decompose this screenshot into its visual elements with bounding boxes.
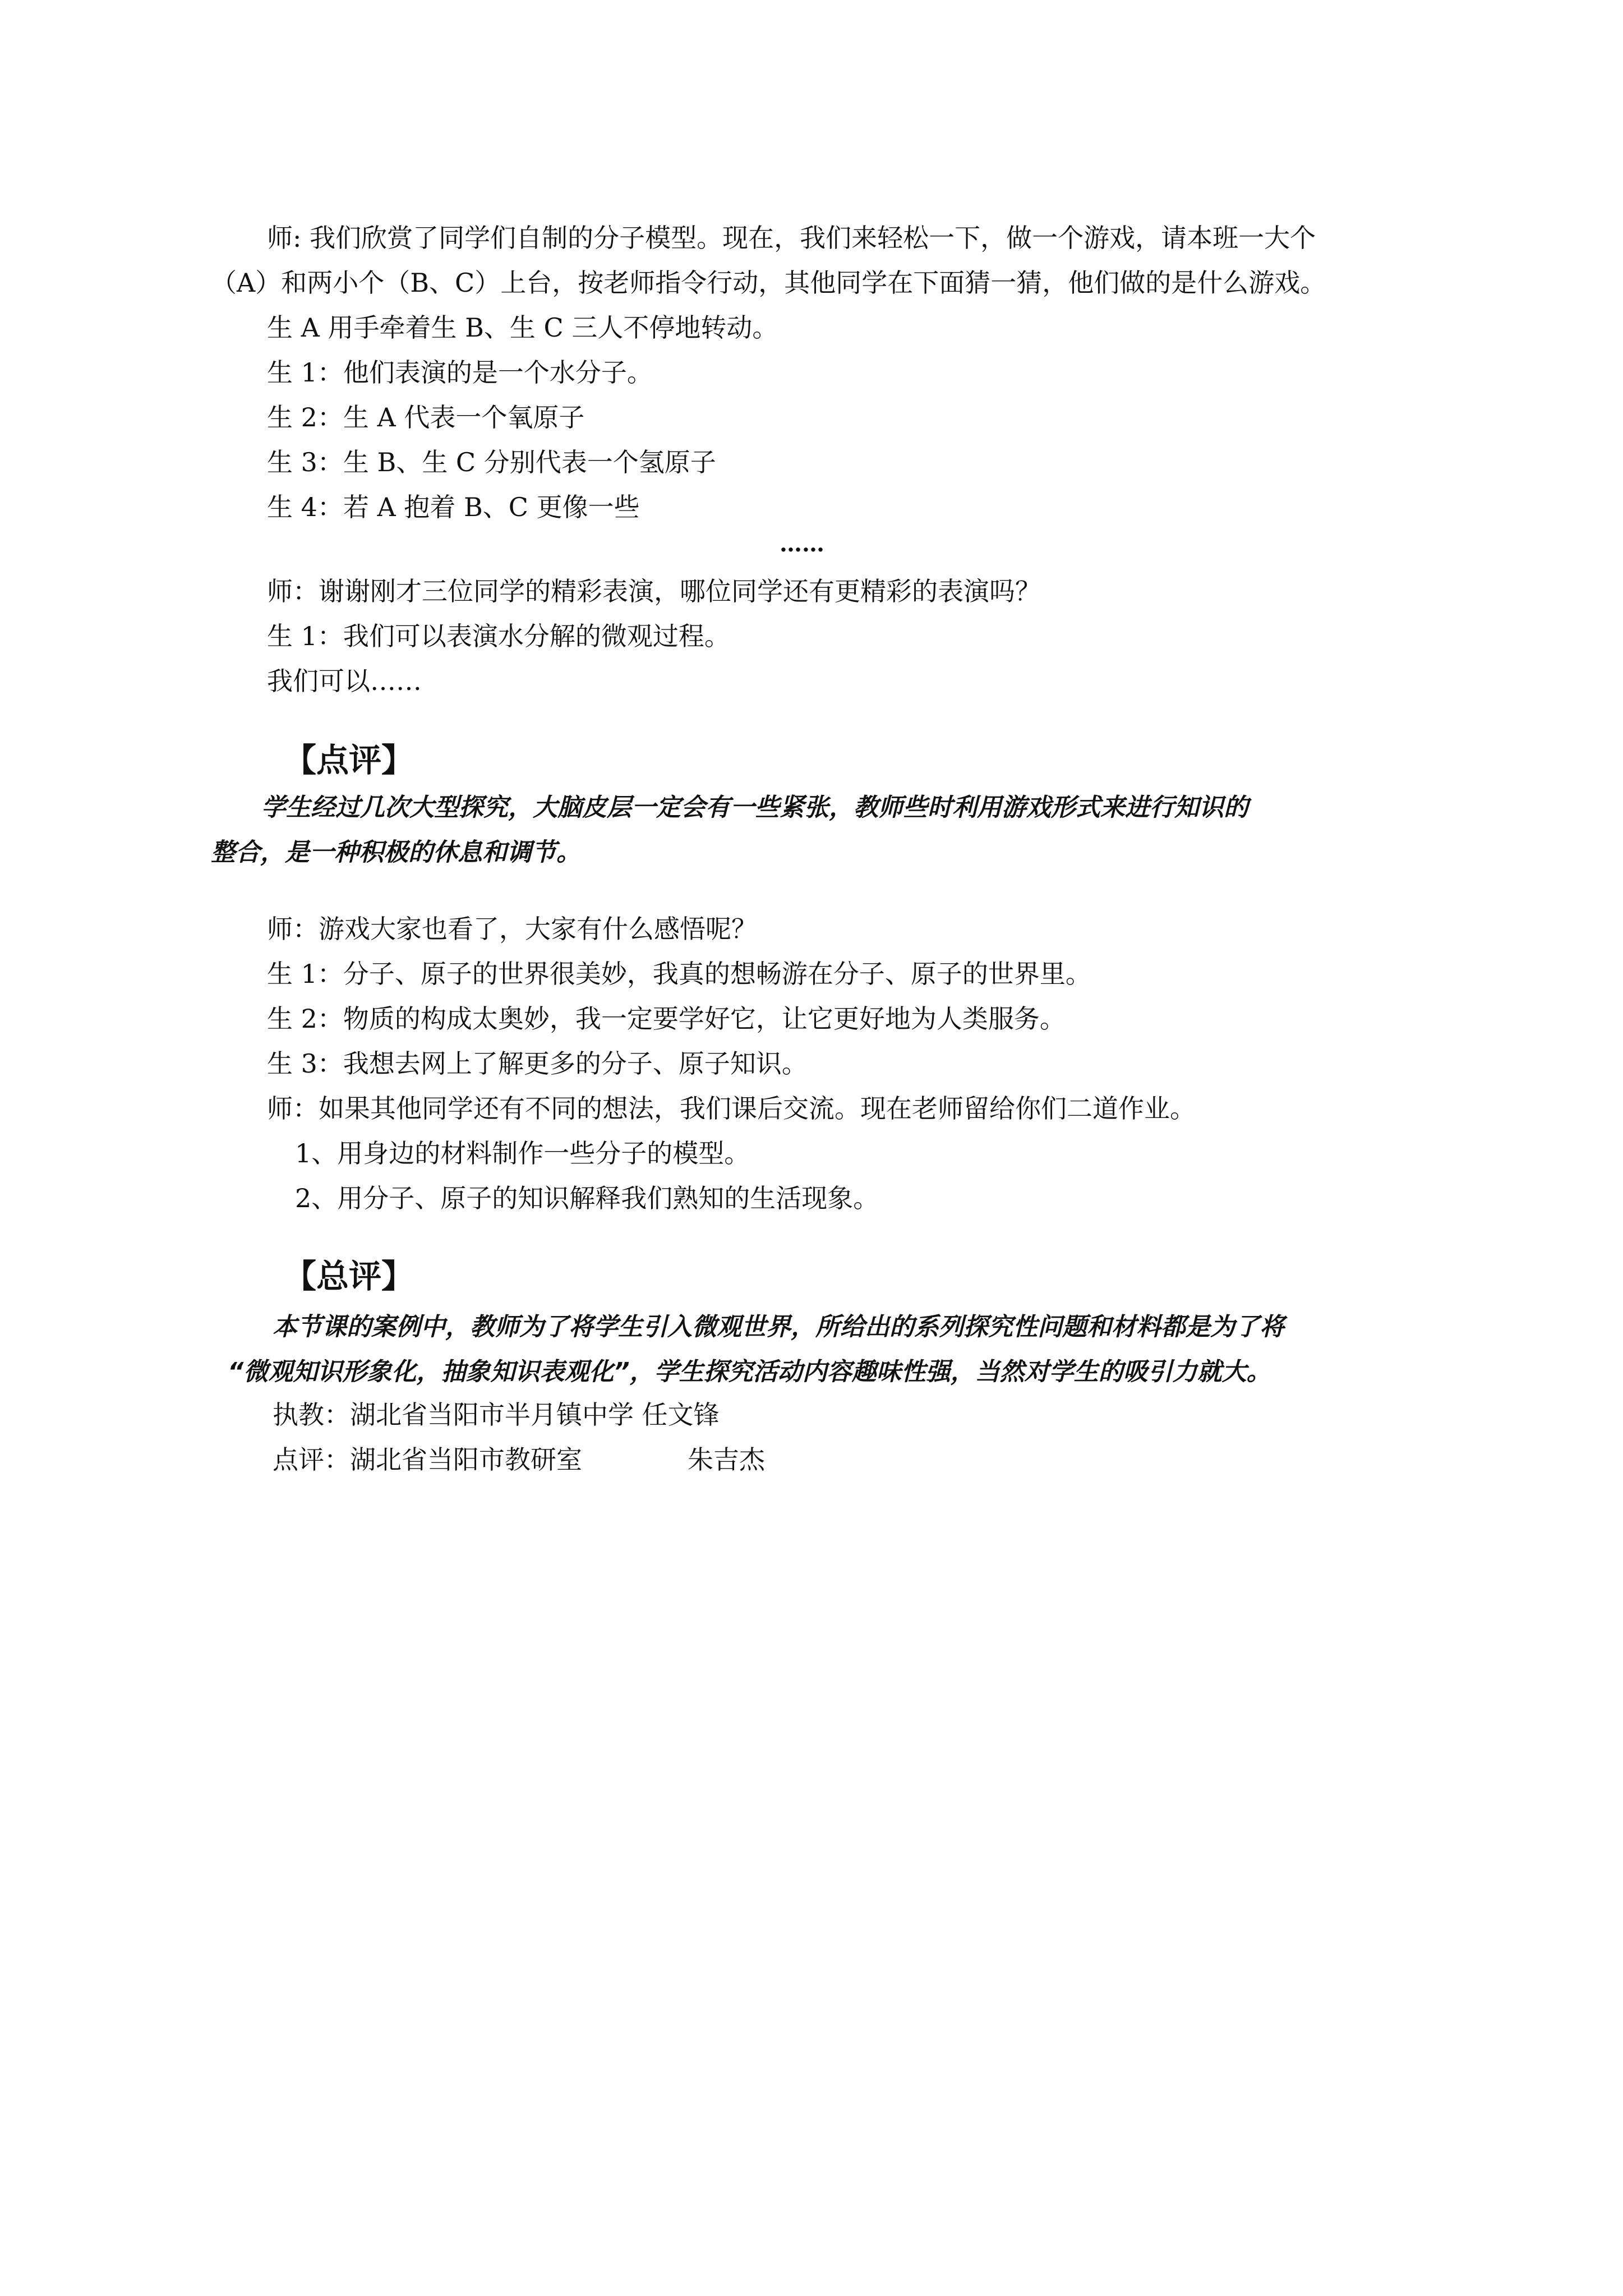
- dialogue-line-5: 生 2：生 A 代表一个氧原子: [267, 402, 585, 432]
- homework-item-1: 1、用身边的材料制作一些分子的模型。: [295, 1138, 750, 1168]
- dialogue-line-12: 生 1：分子、原子的世界很美妙，我真的想畅游在分子、原子的世界里。: [267, 959, 1091, 989]
- credit-reviewer: [273, 1443, 582, 1476]
- dialogue-line-8: 师：谢谢刚才三位同学的精彩表演，哪位同学还有更精彩的表演吗？: [267, 576, 1041, 606]
- credit-teacher-label: 执教：: [273, 1400, 350, 1430]
- homework-item-2: 2、用分子、原子的知识解释我们熟知的生活现象。: [295, 1183, 879, 1213]
- credit-reviewer-org: 湖北省当阳市教研室: [350, 1444, 582, 1475]
- credit-teacher: [273, 1398, 720, 1432]
- review-line-1: 学生经过几次大型探究，大脑皮层一定会有一些紧张，教师些时利用游戏形式来进行知识的: [261, 793, 1248, 822]
- dialogue-text: 师: 我们欣赏了同学们自制的分子模型。现在，我们来轻松一下，做一个游戏，请本班一大个: [267, 223, 1316, 253]
- summary-heading: 【总评】: [284, 1257, 414, 1295]
- dialogue-line-11: 师：游戏大家也看了，大家有什么感悟呢？: [267, 914, 757, 944]
- summary-line-2: “微观知识形象化，抽象知识表观化”，学生探究活动内容趣味性强，当然对学生的吸引力就大。: [228, 1358, 1271, 1386]
- credit-reviewer-name: 朱吉杰: [688, 1444, 765, 1475]
- dialogue-line-7: 生 4：若 A 抱着 B、C 更像一些: [267, 492, 640, 522]
- review-line-2: 整合，是一种积极的休息和调节。: [211, 838, 581, 867]
- dialogue-line-6: 生 3：生 B、生 C 分别代表一个氢原子: [267, 447, 716, 477]
- dialogue-line-3: 生 A 用手牵着生 B、生 C 三人不停地转动。: [267, 312, 778, 343]
- dialogue-line-1: [267, 221, 1428, 255]
- dialogue-line-4: 生 1：他们表演的是一个水分子。: [267, 357, 653, 388]
- dialogue-line-10: 我们可以……: [267, 666, 422, 696]
- dialogue-line-13: 生 2：物质的构成太奥妙，我一定要学好它，让它更好地为人类服务。: [267, 1004, 1066, 1034]
- dialogue-line-2: [211, 266, 1428, 300]
- credit-teacher-value: 湖北省当阳市半月镇中学 任文锋: [350, 1400, 720, 1430]
- credit-reviewer-label: 点评：: [273, 1444, 350, 1475]
- dialogue-text: （A）和两小个（B、C）上台，按老师指令行动，其他同学在下面猜一猜，他们做的是什么游戏。: [211, 268, 1326, 298]
- summary-line-1: 本节课的案例中，教师为了将学生引入微观世界，所给出的系列探究性问题和材料都是为了将: [273, 1313, 1284, 1341]
- dialogue-line-9: 生 1：我们可以表演水分解的微观过程。: [267, 621, 730, 651]
- ellipsis-divider: ……: [780, 531, 824, 557]
- review-heading: 【点评】: [284, 741, 414, 779]
- dialogue-line-15: 师：如果其他同学还有不同的想法，我们课后交流。现在老师留给你们二道作业。: [267, 1093, 1196, 1124]
- dialogue-line-14: 生 3：我想去网上了解更多的分子、原子知识。: [267, 1048, 808, 1079]
